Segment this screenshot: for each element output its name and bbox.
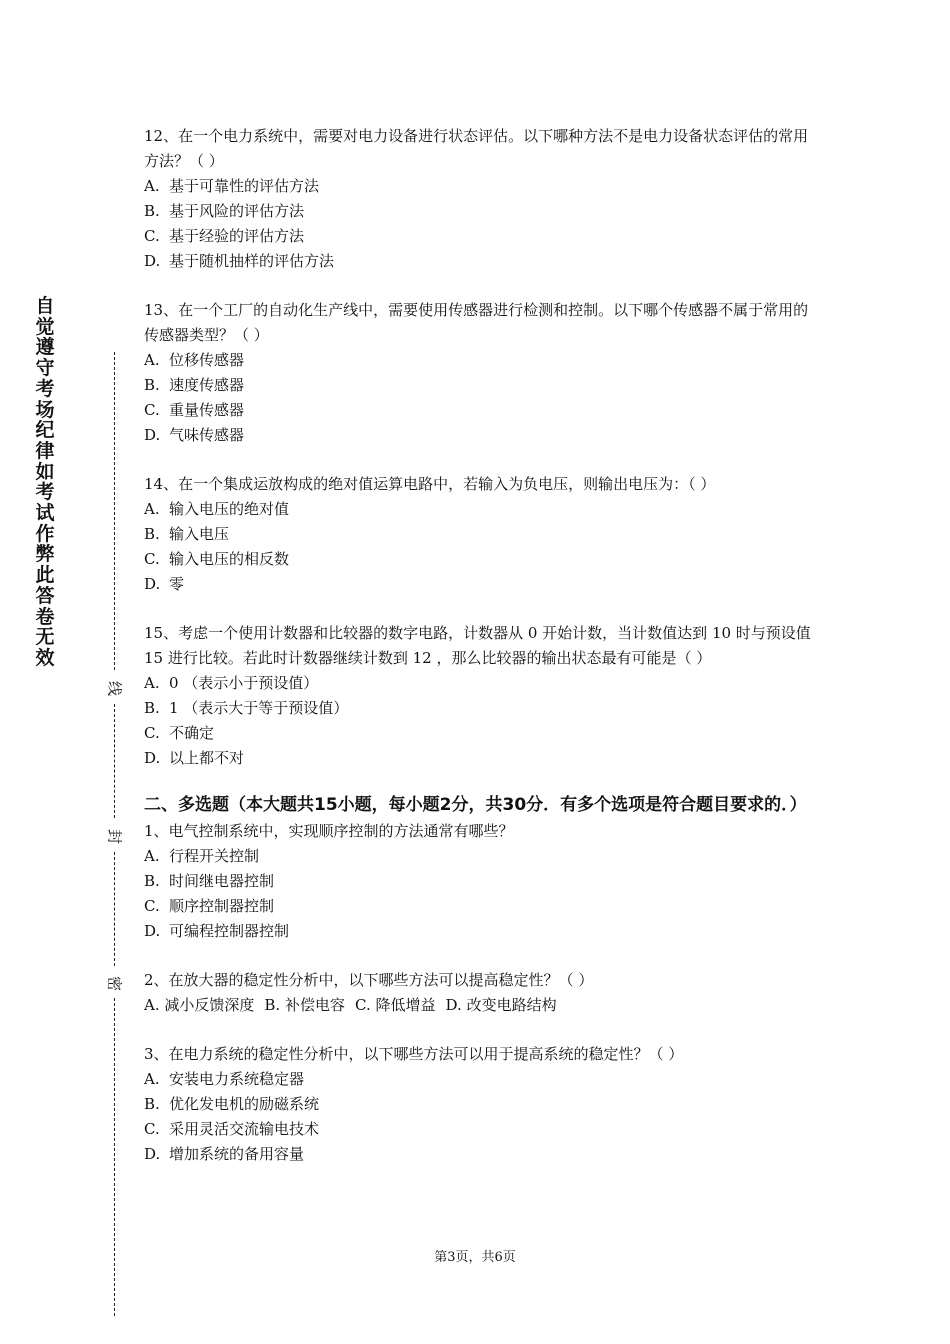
option-text: 输入电压的绝对值 bbox=[169, 500, 290, 518]
option-a bbox=[144, 844, 812, 869]
option-letter: B. bbox=[144, 1095, 160, 1113]
option-text: 不确定 bbox=[169, 724, 215, 742]
option-text: 可编程控制器控制 bbox=[169, 922, 290, 940]
option-letter: A. bbox=[144, 674, 160, 692]
option-c bbox=[144, 1117, 812, 1142]
option-text: 以上都不对 bbox=[169, 749, 245, 767]
option-d bbox=[446, 996, 557, 1014]
option-d bbox=[144, 746, 812, 771]
option-text: 减小反馈深度 bbox=[164, 996, 255, 1014]
option-text: 降低增益 bbox=[375, 996, 436, 1014]
option-letter: C. bbox=[355, 996, 371, 1014]
question-content bbox=[144, 124, 812, 1191]
option-letter: C. bbox=[144, 724, 160, 742]
option-letter: A. bbox=[144, 996, 160, 1014]
option-d bbox=[144, 572, 812, 597]
option-letter: C. bbox=[144, 550, 160, 568]
option-letter: B. bbox=[144, 699, 160, 717]
option-d bbox=[144, 249, 812, 274]
option-text: 基于风险的评估方法 bbox=[169, 202, 305, 220]
question-stem: 2、在放大器的稳定性分析中，以下哪些方法可以提高稳定性？（ ） bbox=[144, 971, 594, 989]
option-letter: B. bbox=[144, 525, 160, 543]
question-14 bbox=[144, 472, 812, 597]
option-b bbox=[264, 996, 345, 1014]
option-b bbox=[144, 869, 812, 894]
option-c bbox=[144, 224, 812, 249]
option-letter: D. bbox=[144, 252, 161, 270]
exam-discipline-notice: 自觉遵守考场纪律如考试作弊此答卷无效 bbox=[35, 295, 55, 669]
question-12 bbox=[144, 124, 812, 274]
section-title-multiple-choice: 二、多选题（本大题共15小题，每小题2分，共30分．有多个选项是符合题目要求的．） bbox=[144, 795, 807, 815]
option-text: 基于随机抽样的评估方法 bbox=[169, 252, 335, 270]
option-a bbox=[144, 996, 254, 1014]
option-letter: B. bbox=[144, 202, 160, 220]
page-number: 第3页，共6页 bbox=[434, 1250, 516, 1265]
option-letter: D. bbox=[144, 426, 161, 444]
binding-mark-mi: 密 bbox=[105, 973, 126, 995]
option-letter: A. bbox=[144, 500, 160, 518]
option-text: 基于经验的评估方法 bbox=[169, 227, 305, 245]
option-letter: D. bbox=[144, 749, 161, 767]
question-15 bbox=[144, 621, 812, 771]
option-letter: C. bbox=[144, 897, 160, 915]
binding-mark-feng: 封 bbox=[105, 826, 126, 848]
question-stem: 12、在一个电力系统中，需要对电力设备进行状态评估。以下哪种方法不是电力设备状态评估的常用方法？（ ） bbox=[144, 127, 809, 170]
option-text: 位移传感器 bbox=[169, 351, 245, 369]
option-text: 0 （表示小于预设值） bbox=[169, 674, 319, 692]
option-text: 安装电力系统稳定器 bbox=[169, 1070, 305, 1088]
option-b bbox=[144, 522, 812, 547]
option-letter: A. bbox=[144, 177, 160, 195]
option-text: 重量传感器 bbox=[169, 401, 245, 419]
option-c bbox=[144, 398, 812, 423]
option-letter: B. bbox=[144, 376, 160, 394]
option-a bbox=[144, 497, 812, 522]
option-d bbox=[144, 919, 812, 944]
option-letter: B. bbox=[264, 996, 281, 1014]
option-text: 输入电压 bbox=[169, 525, 230, 543]
question-stem: 1、电气控制系统中，实现顺序控制的方法通常有哪些？ bbox=[144, 822, 514, 840]
multi-question-2 bbox=[144, 968, 812, 1018]
option-b bbox=[144, 1092, 812, 1117]
option-text: 时间继电器控制 bbox=[169, 872, 275, 890]
option-text: 气味传感器 bbox=[169, 426, 245, 444]
option-text: 补偿电容 bbox=[284, 996, 345, 1014]
question-13 bbox=[144, 298, 812, 448]
option-b bbox=[144, 373, 812, 398]
option-letter: D. bbox=[144, 922, 161, 940]
option-text: 采用灵活交流输电技术 bbox=[169, 1120, 320, 1138]
option-letter: D. bbox=[445, 996, 462, 1014]
binding-dashed-line bbox=[114, 352, 115, 670]
option-text: 顺序控制器控制 bbox=[169, 897, 275, 915]
option-letter: C. bbox=[144, 227, 160, 245]
question-stem: 3、在电力系统的稳定性分析中，以下哪些方法可以用于提高系统的稳定性？（ ） bbox=[144, 1045, 684, 1063]
option-letter: C. bbox=[144, 401, 160, 419]
option-letter: D. bbox=[144, 575, 161, 593]
option-text: 基于可靠性的评估方法 bbox=[169, 177, 320, 195]
inline-options bbox=[144, 993, 812, 1018]
option-letter: D. bbox=[144, 1145, 161, 1163]
option-text: 增加系统的备用容量 bbox=[169, 1145, 305, 1163]
option-a bbox=[144, 348, 812, 373]
option-letter: A. bbox=[144, 1070, 160, 1088]
binding-mark-xian: 线 bbox=[105, 678, 126, 700]
option-c bbox=[144, 547, 812, 572]
option-a bbox=[144, 174, 812, 199]
option-c bbox=[144, 721, 812, 746]
binding-dashed-line bbox=[114, 852, 115, 966]
question-stem: 15、考虑一个使用计数器和比较器的数字电路，计数器从 0 开始计数，当计数值达到 10 时与预设值 15 进行比较。若此时计数器继续计数到 12 ，那么比较器的输出状态最有可能是（ ） bbox=[144, 624, 811, 667]
option-text: 1 （表示大于等于预设值） bbox=[169, 699, 349, 717]
option-b bbox=[144, 199, 812, 224]
option-letter: C. bbox=[144, 1120, 160, 1138]
multi-question-3 bbox=[144, 1042, 812, 1167]
option-letter: A. bbox=[144, 847, 160, 865]
multi-question-1 bbox=[144, 819, 812, 944]
option-d bbox=[144, 1142, 812, 1167]
option-text: 输入电压的相反数 bbox=[169, 550, 290, 568]
option-text: 优化发电机的励磁系统 bbox=[169, 1095, 320, 1113]
binding-dashed-line bbox=[114, 704, 115, 818]
option-d bbox=[144, 423, 812, 448]
binding-dashed-line bbox=[114, 998, 115, 1316]
question-stem: 14、在一个集成运放构成的绝对值运算电路中，若输入为负电压，则输出电压为：（ ） bbox=[144, 475, 716, 493]
question-stem: 13、在一个工厂的自动化生产线中，需要使用传感器进行检测和控制。以下哪个传感器不属于常用的传感器类型？（ ） bbox=[144, 301, 809, 344]
option-text: 零 bbox=[169, 575, 185, 593]
option-letter: B. bbox=[144, 872, 160, 890]
option-text: 速度传感器 bbox=[169, 376, 245, 394]
option-b bbox=[144, 696, 812, 721]
option-c bbox=[355, 996, 436, 1014]
option-text: 改变电路结构 bbox=[466, 996, 557, 1014]
option-letter: A. bbox=[144, 351, 160, 369]
option-a bbox=[144, 671, 812, 696]
option-c bbox=[144, 894, 812, 919]
option-a bbox=[144, 1067, 812, 1092]
option-text: 行程开关控制 bbox=[169, 847, 260, 865]
